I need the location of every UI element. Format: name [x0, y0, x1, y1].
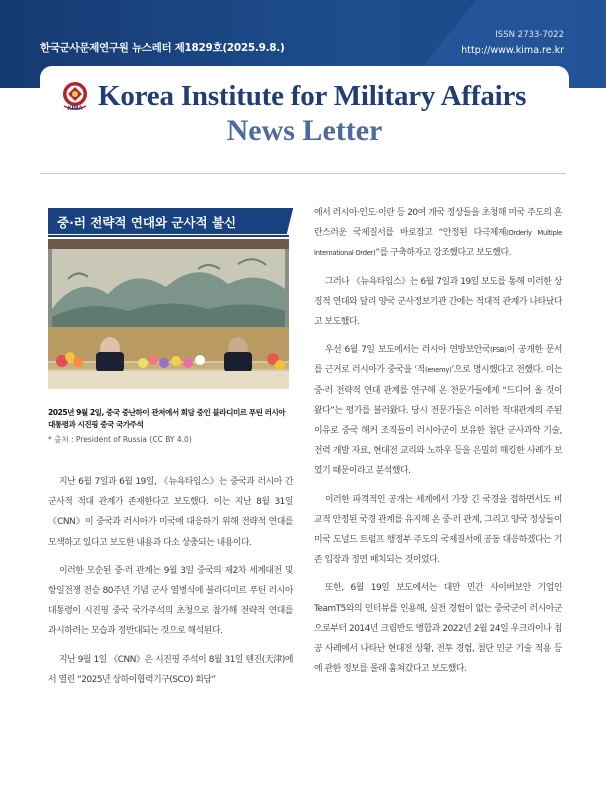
section-heading-tail [277, 208, 293, 234]
paragraph: 이러한 모순된 중·러 관계는 9월 3일 중국의 제2차 세계대전 및 항일전쟁 전승 80주년 기념 군사 열병식에 블라디미르 푸틴 러시아 대통령이 시진핑 중국 국가주석의 초청으로 참가해 전략적 연대를 과시하려는 모습과 정반대되는 것으로 해석된다. [48, 565, 293, 637]
paragraph-note: (FSB) [490, 346, 507, 355]
paragraph: 이러한 파격적인 공개는 세계에서 가장 긴 국경을 접하면서도 비교적 안정된 국경 관계를 유지해 온 중·러 관계, 그리고 양국 정상들이 미국 도널드 트럼프 행정부 주도의 국제질서에 공동 대응하겠다는 기존 입장과 정면 배치되는 것이었다. [314, 494, 562, 566]
masthead-title: Korea Institute for Military Affairs [98, 80, 527, 112]
photo-caption: 2025년 9월 2일, 중국 중난하이 관저에서 회담 중인 블라디미르 푸틴 러시아 대통령과 시진핑 중국 국가주석 [48, 408, 286, 429]
issue-label: 한국군사문제연구원 뉴스레터 제1829호(2025.9.8.) [40, 42, 285, 54]
paragraph-text: 우선 6월 7일 보도에서는 러시아 연방보안국 [325, 345, 491, 356]
section-heading-text: 중·러 전략적 연대와 군사적 불신 [57, 215, 237, 230]
masthead-divider [40, 173, 566, 174]
masthead [40, 66, 569, 170]
paragraph-text: ’으로 명시했다고 전했다. 이는 중·러 전략적 연대 관계를 연구해 온 전문가들에게 “드디어 올 것이 왔다”는 평가를 불러왔다. 당시 전문가들은 이러한 적대관계의 주된 이유로 중국 해커 조직들이 러시아군이 보유한 첨단 군사과학 기술, 전력 개발 자료, 현대전 교리와 노하우 등을 은밀히 해킹한 사례가 보였기 때문이라고 분석했다. [314, 365, 562, 477]
paragraph: 지난 9월 1일 《CNN》은 시진핑 주석이 8월 31일 톈진(天津)에서 열린 “2025년 상하이협력기구(SCO) 회담” [48, 654, 293, 685]
photo-credit: * 출처 : President of Russia (CC BY 4.0) [48, 435, 192, 444]
paragraph: 또한, 6월 19일 보도에서는 대만 민간 사이버보안 기업인 TeamT5와의 인터뷰를 인용해, 실전 경험이 없는 중국군이 러시아군으로부터 2014년 크림반도 병합과 2022년 2월 24일 우크라이나 침공 사례에서 나타난 현대전 상황, 전투 경험, 첨단 민군 기술 적용 등에 관한 정보를 몰래 훔쳐갔다고 보도했다. [314, 583, 562, 675]
article-column-left [48, 472, 293, 690]
logo-text: KIMA [67, 106, 83, 112]
paragraph [314, 203, 562, 264]
paragraph-text: 이 공개한 문서를 근거로 러시아가 중국을 ‘적 [314, 345, 563, 376]
website-link[interactable]: http://www.kima.re.kr [461, 45, 564, 56]
paragraph-text: 에서 러시아·인도·이란 등 20여 개국 정상들을 초청해 미국 주도의 혼란스러운 국제질서를 바로잡고 “안정된 다극체제 [314, 208, 562, 239]
masthead-subtitle: News Letter [226, 114, 383, 147]
section-heading [48, 208, 284, 234]
paragraph [314, 340, 562, 481]
issn-label: ISSN 2733-7022 [495, 30, 564, 40]
article-column-right [314, 203, 562, 679]
section-heading-rule [48, 235, 289, 237]
paragraph-text: ”를 구축하자고 강조했다고 보도했다. [375, 248, 511, 259]
paragraph-note: (enemy) [424, 366, 452, 375]
paragraph-note: (Orderly Multiple International Order) [314, 229, 562, 258]
paragraph: 그러나 《뉴욕타임스》는 6월 7일과 19일 보도를 통해 이러한 상징적 연대와 달리 양국 군사정보기관 간에는 적대적 관계가 나타났다고 보도했다. [314, 276, 562, 328]
paragraph: 지난 6월 7일과 6월 19일, 《뉴욕타임스》는 중국과 러시아 간 군사적 적대 관계가 존재한다고 보도했다. 이는 지난 8월 31일 《CNN》이 중국과 러시아가 미국에 대응하기 위해 전략적 연대를 모색하고 있다고 보도한 내용과 다소 상충되는 내용이다. [48, 477, 293, 548]
article-photo [48, 239, 289, 389]
